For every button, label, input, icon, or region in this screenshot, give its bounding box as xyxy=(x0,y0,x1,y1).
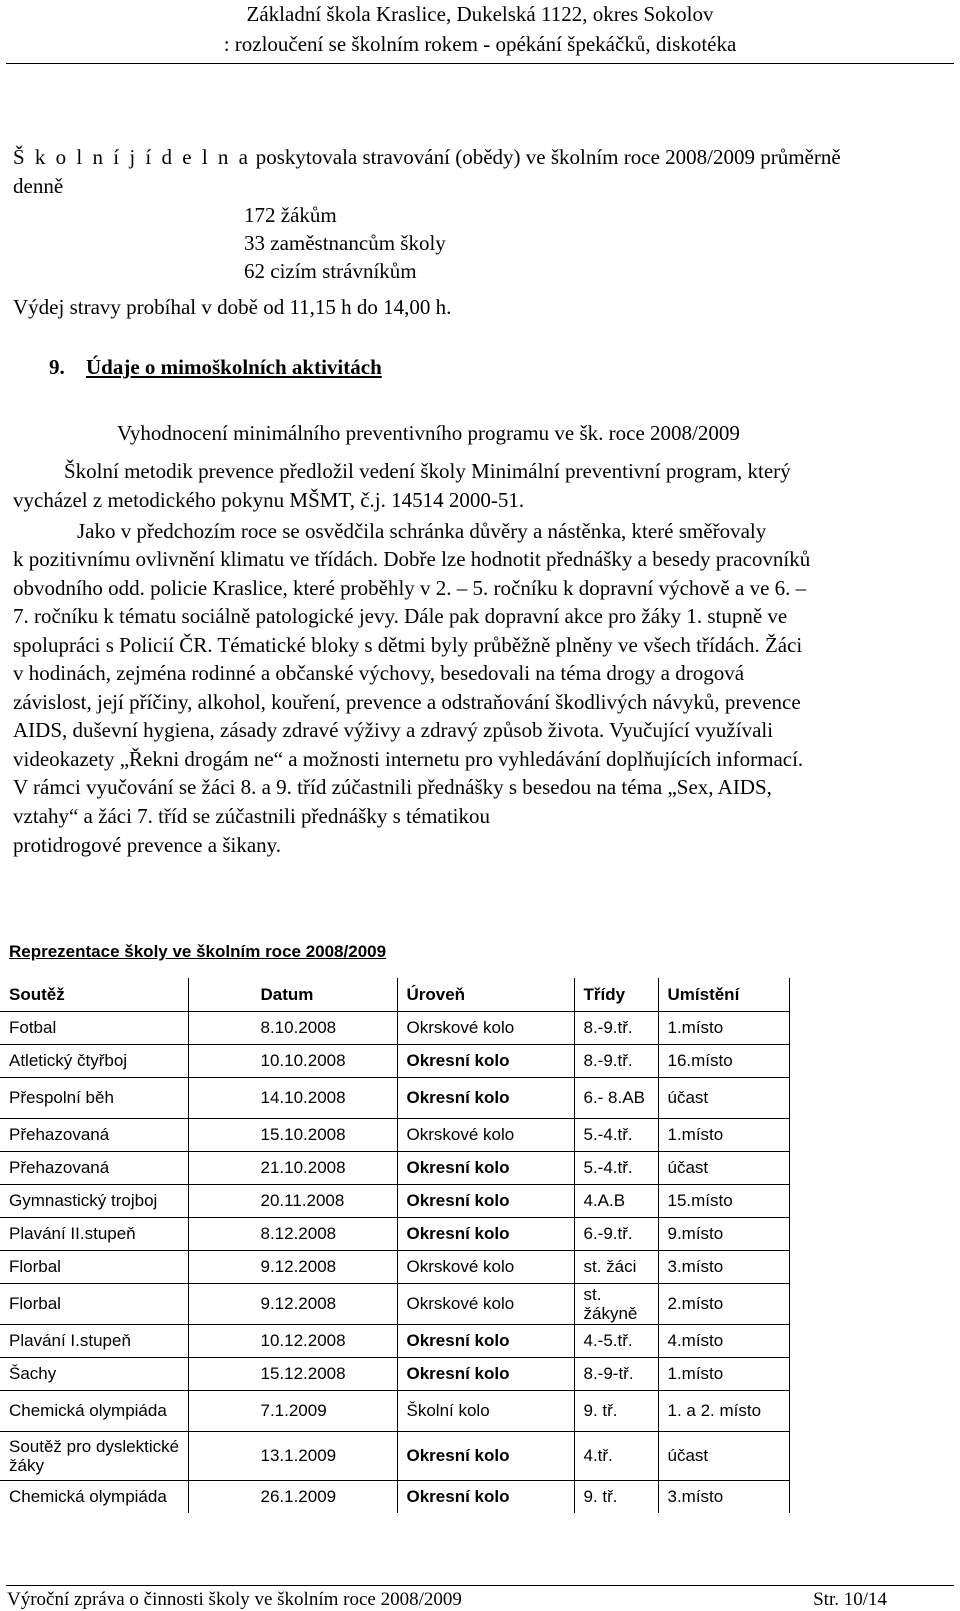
cell-classes: 9. tř. xyxy=(574,1390,658,1431)
cell-date: 20.11.2008 xyxy=(188,1184,397,1217)
table-row xyxy=(0,1011,789,1044)
paragraph-line: závislost, její příčiny, alkohol, kouření, prevence a odstraňování škodlivých návyků, prevence xyxy=(13,690,801,714)
cell-place: 1.místo xyxy=(658,1357,789,1390)
column-header-competition: Soutěž xyxy=(0,978,188,1011)
header-divider xyxy=(6,63,954,64)
column-header-place: Umístění xyxy=(658,978,789,1011)
table-row xyxy=(0,1077,789,1118)
footer-document-title: Výroční zpráva o činnosti školy ve školním roce 2008/2009 xyxy=(7,1589,462,1610)
footer-divider xyxy=(6,1585,954,1586)
cell-level: Okrskové kolo xyxy=(397,1250,574,1283)
column-header-level: Úroveň xyxy=(397,978,574,1011)
cell-competition: Plavání I.stupeň xyxy=(0,1324,188,1357)
cell-level: Okresní kolo xyxy=(397,1357,574,1390)
cell-classes: 5.-4.tř. xyxy=(574,1151,658,1184)
paragraph-line: Jako v předchozím roce se osvědčila schránka důvěry a nástěnka, které směřovaly xyxy=(77,519,767,543)
table-row xyxy=(0,1217,789,1250)
cell-place: 9.místo xyxy=(658,1217,789,1250)
table-row xyxy=(0,1118,789,1151)
cell-place: 3.místo xyxy=(658,1250,789,1283)
table-row xyxy=(0,1283,789,1324)
cell-level: Okrskové kolo xyxy=(397,1283,574,1324)
representation-title: Reprezentace školy ve školním roce 2008/2009 xyxy=(9,942,387,961)
cell-date: 26.1.2009 xyxy=(188,1480,397,1513)
cell-competition: Šachy xyxy=(0,1357,188,1390)
section-title: Údaje o mimoškolních aktivitách xyxy=(86,355,382,379)
cell-classes: 6.- 8.AB xyxy=(574,1077,658,1118)
cell-date: 9.12.2008 xyxy=(188,1250,397,1283)
paragraph-line: videokazety „Řekni drogám ne“ a možnosti internetu pro vyhledávání doplňujících informací. xyxy=(13,747,804,771)
cell-date: 10.10.2008 xyxy=(188,1044,397,1077)
table-header-row xyxy=(0,978,789,1011)
cell-competition: Přespolní běh xyxy=(0,1077,188,1118)
cell-place: účast xyxy=(658,1431,789,1480)
table-row xyxy=(0,1324,789,1357)
paragraph-line: obvodního odd. policie Kraslice, které proběhly v 2. – 5. ročníku k dopravní výchově a ve 6. – xyxy=(13,576,807,600)
cell-level: Okresní kolo xyxy=(397,1217,574,1250)
cell-place: 4.místo xyxy=(658,1324,789,1357)
cell-classes: 6.-9.tř. xyxy=(574,1217,658,1250)
table-row xyxy=(0,1357,789,1390)
paragraph-line: spolupráci s Policií ČR. Tématické bloky s dětmi byly průběžně plněny ve všech třídách. Žáci xyxy=(13,633,803,657)
column-header-classes: Třídy xyxy=(574,978,658,1011)
cell-classes: 8.-9.tř. xyxy=(574,1044,658,1077)
cell-level: Okresní kolo xyxy=(397,1184,574,1217)
table-row xyxy=(0,1250,789,1283)
cell-classes: 8.-9-tř. xyxy=(574,1357,658,1390)
cell-date: 15.10.2008 xyxy=(188,1118,397,1151)
cell-competition: Přehazovaná xyxy=(0,1118,188,1151)
paragraph-line: vycházel z metodického pokynu MŠMT, č.j. 14514 2000-51. xyxy=(13,488,525,512)
cell-classes: st. žáci xyxy=(574,1250,658,1283)
canteen-item: 172 žákům xyxy=(244,203,337,227)
column-header-date: Datum xyxy=(188,978,397,1011)
canteen-item: 62 cizím strávníkům xyxy=(244,259,417,283)
cell-date: 8.10.2008 xyxy=(188,1011,397,1044)
paragraph-line: k pozitivnímu ovlivnění klimatu ve třídách. Dobře lze hodnotit přednášky a besedy pracovníků xyxy=(13,547,811,571)
cell-level: Okresní kolo xyxy=(397,1480,574,1513)
paragraph-line: v hodinách, zejména rodinné a občanské výchovy, besedovali na téma drogy a drogová xyxy=(13,661,745,685)
cell-competition: Gymnastický trojboj xyxy=(0,1184,188,1217)
cell-date: 14.10.2008 xyxy=(188,1077,397,1118)
cell-date: 8.12.2008 xyxy=(188,1217,397,1250)
cell-place: 15.místo xyxy=(658,1184,789,1217)
cell-competition: Chemická olympiáda xyxy=(0,1390,188,1431)
table-row xyxy=(0,1431,789,1480)
table-row xyxy=(0,1044,789,1077)
cell-level: Okrskové kolo xyxy=(397,1011,574,1044)
cell-date: 9.12.2008 xyxy=(188,1283,397,1324)
cell-classes: 4.-5.tř. xyxy=(574,1324,658,1357)
canteen-label: Š k o l n í j í d e l n a xyxy=(13,145,251,169)
section-subtitle: Vyhodnocení minimálního preventivního programu ve šk. roce 2008/2009 xyxy=(117,421,740,445)
representation-table xyxy=(0,978,790,1513)
table-row xyxy=(0,1184,789,1217)
cell-place: účast xyxy=(658,1151,789,1184)
cell-level: Okresní kolo xyxy=(397,1324,574,1357)
cell-date: 7.1.2009 xyxy=(188,1390,397,1431)
cell-level: Školní kolo xyxy=(397,1390,574,1431)
cell-competition: Florbal xyxy=(0,1250,188,1283)
cell-competition: Fotbal xyxy=(0,1011,188,1044)
canteen-text: poskytovala stravování (obědy) ve školním roce 2008/2009 průměrně xyxy=(250,145,841,169)
cell-classes: 4.A.B xyxy=(574,1184,658,1217)
cell-level: Okrskové kolo xyxy=(397,1118,574,1151)
canteen-intro xyxy=(13,143,841,172)
cell-place: 1. a 2. místo xyxy=(658,1390,789,1431)
cell-classes: 4.tř. xyxy=(574,1431,658,1480)
cell-level: Okresní kolo xyxy=(397,1431,574,1480)
table-row xyxy=(0,1390,789,1431)
table-row xyxy=(0,1151,789,1184)
cell-date: 21.10.2008 xyxy=(188,1151,397,1184)
cell-level: Okresní kolo xyxy=(397,1151,574,1184)
paragraph-line: vztahy“ a žáci 7. tříd se zúčastnili přednášky s tématikou xyxy=(13,804,491,828)
header-event-line: : rozloučení se školním rokem - opékání špekáčků, diskotéka xyxy=(223,32,737,56)
section-number: 9. xyxy=(49,355,65,379)
paragraph-line: V rámci vyučování se žáci 8. a 9. tříd zúčastnili přednášky s besedou na téma „Sex, AIDS, xyxy=(13,775,772,799)
canteen-text-cont: denně xyxy=(13,174,64,198)
cell-classes: 5.-4.tř. xyxy=(574,1118,658,1151)
cell-level: Okresní kolo xyxy=(397,1044,574,1077)
cell-place: 16.místo xyxy=(658,1044,789,1077)
paragraph-line: protidrogové prevence a šikany. xyxy=(13,833,282,857)
cell-competition: Atletický čtyřboj xyxy=(0,1044,188,1077)
cell-classes: st. žákyně xyxy=(574,1283,658,1324)
cell-competition: Přehazovaná xyxy=(0,1151,188,1184)
cell-place: 2.místo xyxy=(658,1283,789,1324)
cell-classes: 8.-9.tř. xyxy=(574,1011,658,1044)
cell-date: 13.1.2009 xyxy=(188,1431,397,1480)
table-row xyxy=(0,1480,789,1513)
cell-date: 10.12.2008 xyxy=(188,1324,397,1357)
cell-competition: Chemická olympiáda xyxy=(0,1480,188,1513)
paragraph-line: AIDS, duševní hygiena, zásady zdravé výživy a zdravý způsob života. Vyučující využívali xyxy=(13,718,774,742)
canteen-serving-time: Výdej stravy probíhal v době od 11,15 h do 14,00 h. xyxy=(13,295,452,319)
cell-competition: Plavání II.stupeň xyxy=(0,1217,188,1250)
cell-classes: 9. tř. xyxy=(574,1480,658,1513)
cell-level: Okresní kolo xyxy=(397,1077,574,1118)
cell-date: 15.12.2008 xyxy=(188,1357,397,1390)
footer-page-number: Str. 10/14 xyxy=(813,1589,887,1610)
paragraph-line: 7. ročníku k tématu sociálně patologické jevy. Dále pak dopravní akce pro žáky 1. stupně ve xyxy=(13,604,788,628)
canteen-item: 33 zaměstnancům školy xyxy=(244,231,446,255)
header-school-name: Základní škola Kraslice, Dukelská 1122, okres Sokolov xyxy=(246,2,714,26)
paragraph-line: Školní metodik prevence předložil vedení školy Minimální preventivní program, který xyxy=(64,459,791,483)
cell-place: 1.místo xyxy=(658,1118,789,1151)
cell-competition: Florbal xyxy=(0,1283,188,1324)
cell-place: účast xyxy=(658,1077,789,1118)
cell-competition: Soutěž pro dyslektické žáky xyxy=(0,1431,188,1480)
cell-place: 1.místo xyxy=(658,1011,789,1044)
cell-place: 3.místo xyxy=(658,1480,789,1513)
